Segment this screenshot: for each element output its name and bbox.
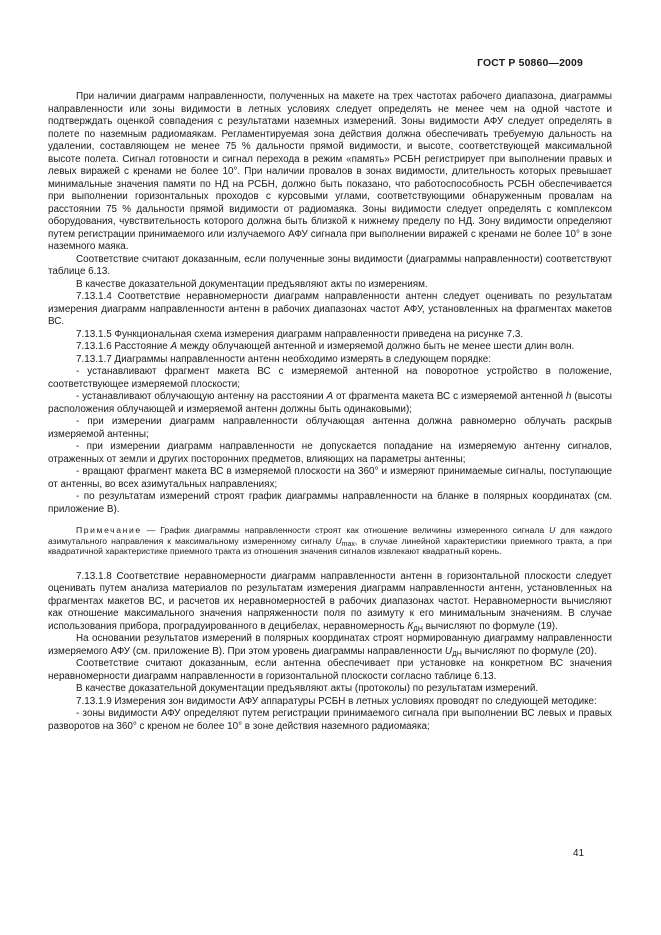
paragraph-7-13-1-9: 7.13.1.9 Измерения зон видимости АФУ аппаратуры РСБН в летных условиях проводят по следующей методике: — [76, 695, 597, 707]
note-paragraph: Примечание — График диаграммы направленности строят как отношение величины измеренного сигнала U для каждого азимутального направления к максимальному измеренному сигналу $U_{max}$, в случае линейной характеристики приемного тракта, а при квадратичной характеристике приемного тракта из отношения значения сигналов извлекают квадратный корень. — [48, 525, 612, 557]
list-item-mount-fragment: - устанавливают фрагмент макета ВС с измеряемой антенной на поворотное устройство в положение, соответствующее измеряемой плоскости; — [48, 366, 612, 390]
list-item-uniform-illumination: - при измерении диаграмм направленности облучающая антенна должна равномерно облучать раскрыв измеряемой антенны; — [48, 416, 612, 440]
paragraph-visibility-zones: При наличии диаграмм направленности, полученных на макете на трех частотах рабочего диапазона, диаграммы направленности или зоны видимости в летных условиях следует определять не менее чем на одной частоте и подтверждать оценкой совпадения с результатами наземных измерений. Зоны видимости АФУ следует определять в полете по наземным радиомаякам. Регламентируемая зона действия должна обеспечивать требуемую дальность на удалении, составляющем не менее 75 % дальности прямой видимости, и высоте, соответствующей максимальной высоте полета. Сигнал готовности и сигнал перехода в режим «память» РСБН регистрирует при выполнении правых и левых виражей с кренами не более 10°. При наличии провалов в зонах видимости, длительность которых превышает минимальные значения памяти по НД на РСБН, должно быть показано, что работоспособность РСБН обеспечивается при выполнении горизонтальных проходов с курсовыми углами, соответствующими обнаруженным провалам на расстоянии 75 % дальности прямой видимости от радиомаяка. Зоны видимости следует определять с комплексом оборудования, чувствительность которого должна быть близкой к нижнему пределу по НД. Зону видимости определяют путем регистрации принимаемого или излучаемого АФУ сигнала при выполнении виражей с кренами не более 10° в зоне наземного маяка. — [48, 91, 612, 252]
paragraph-polar-diagram: На основании результатов измерений в полярных координатах строят нормированную диаграмму направленности измеряемого АФУ (см. приложение В). При этом уровень диаграммы направленности $U_{ДН}$ вычисляют по формуле (20). — [48, 633, 612, 658]
paragraph-compliance-visibility: Соответствие считают доказанным, если полученные зоны видимости (диаграммы направленности) соответствуют таблице 6.13. — [48, 253, 612, 277]
note-label: Примечание — [76, 525, 142, 535]
paragraph-7-13-1-8: 7.13.1.8 Соответствие неравномерности диаграмм направленности антенн в горизонтальной плоскости следует оценивать путем анализа материалов по результатам измерения диаграмм направленности антенн, установленных на фрагментах макетов ВС, и расчетов их неравномерностей в рабочих диапазонах частот. Неравномерности вычисляют как отношение максимального значения напряженности поля по азимуту к его минимальным значениям. В случае использования прибора, проградуированного в децибелах, неравномерность $К_{ДН}$ вычисляют по формуле (19). — [48, 570, 612, 633]
list-item-rotate-fragment: - вращают фрагмент макета ВС в измеряемой плоскости на 360° и измеряют принимаемые сигналы, поступающие от антенны, во всех азимутальных направлениях; — [48, 466, 612, 490]
list-item-visibility-zones-method: - зоны видимости АФУ определяют путем регистрации принимаемого сигнала при выполнении ВС левых и правых разворотов на 360° с креном не более 10° в зоне действия наземного радиомаяка; — [48, 708, 612, 732]
list-item-build-chart: - по результатам измерений строят график диаграммы направленности на бланке в полярных координатах (см. приложение В). — [48, 491, 612, 515]
paragraph-7-13-1-7: 7.13.1.7 Диаграммы направленности антенн необходимо измерять в следующем порядке: — [76, 353, 492, 365]
document-id-header: ГОСТ Р 50860—2009 — [477, 58, 583, 69]
list-item-place-antenna: - устанавливают облучающую антенну на расстоянии А от фрагмента макета ВС с измеряемой антенной h (высоты расположения облучающей и измеряемой антенн должны быть одинаковыми); — [48, 391, 613, 415]
page-number: 41 — [573, 848, 584, 859]
paragraph-evidence-acts: В качестве доказательной документации предъявляют акты по измерениям. — [76, 278, 428, 290]
paragraph-7-13-1-6: 7.13.1.6 Расстояние А между облучающей антенной и измеряемой должно быть не менее шести длин волн. — [76, 341, 575, 352]
paragraph-compliance-antenna: Соответствие считают доказанным, если антенна обеспечивает при установке на конкретном ВС значения неравномерности диаграмм направленности в горизонтальной плоскости согласно таблице 6.13. — [48, 658, 612, 682]
paragraph-evidence-protocols: В качестве доказательной документации предъявляют акты (протоколы) по результатам измерений. — [76, 683, 539, 695]
paragraph-7-13-1-5: 7.13.1.5 Функциональная схема измерения диаграмм направленности приведена на рисунке 7.3. — [76, 328, 524, 340]
paragraph-7-13-1-4: 7.13.1.4 Соответствие неравномерности диаграмм направленности антенн следует оценивать по результатам измерения диаграмм направленности антенн в рабочих диапазонах частот АФУ, установленных на фрагментах макетов ВС. — [48, 291, 612, 327]
list-item-no-reflections: - при измерении диаграмм направленности не допускается попадание на измеряемую антенну сигналов, отраженных от земли и других посторонних предметов, влияющих на параметры антенны; — [48, 441, 612, 465]
document-body — [48, 91, 612, 733]
